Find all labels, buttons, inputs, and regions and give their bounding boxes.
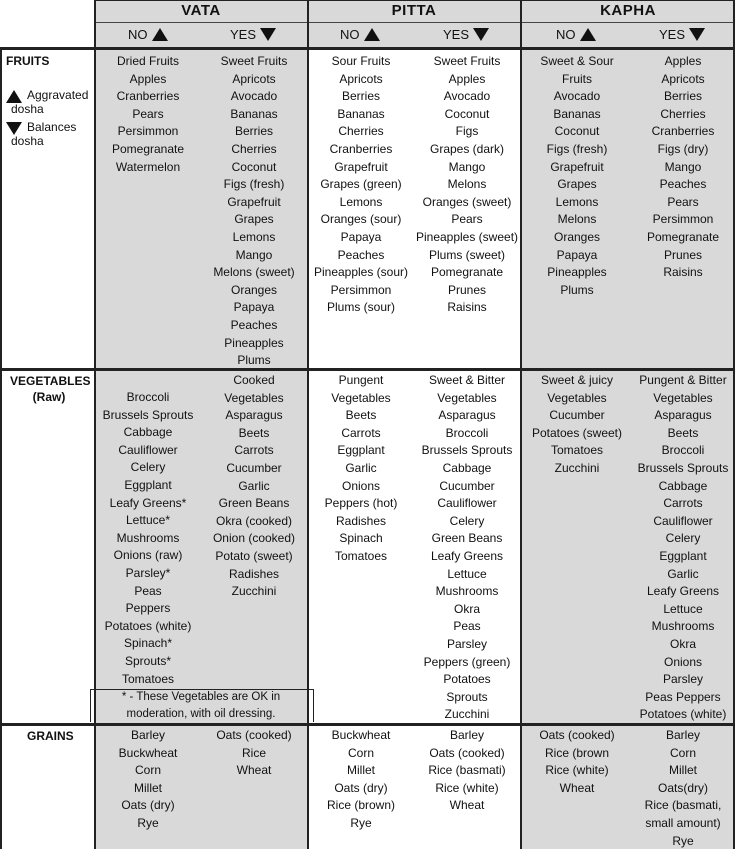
food-item: Mango bbox=[235, 247, 273, 262]
grains-kapha-yes bbox=[633, 727, 733, 850]
food-item: Cherries bbox=[660, 106, 706, 121]
food-item: Coconut bbox=[444, 106, 490, 121]
food-item: Sweet Fruits bbox=[433, 54, 501, 68]
food-item: Bananas bbox=[230, 106, 278, 121]
food-item: Lemons bbox=[555, 194, 599, 209]
fruits-category-label: FRUITS bbox=[6, 54, 50, 68]
food-item: Eggplant bbox=[337, 443, 385, 458]
no-label: NO bbox=[128, 27, 148, 42]
grains-category-label: GRAINS bbox=[27, 729, 74, 743]
food-item: Cooked bbox=[233, 373, 275, 387]
food-item: Oats(dry) bbox=[657, 780, 708, 795]
food-item: Fruits bbox=[562, 71, 592, 86]
food-item: Barley bbox=[449, 728, 484, 742]
food-item: Lettuce bbox=[447, 566, 487, 581]
legend-aggravated-line2: dosha bbox=[11, 102, 44, 116]
food-item: Lemons bbox=[232, 229, 276, 244]
food-item: Okra bbox=[669, 636, 696, 651]
food-item: Sprouts* bbox=[124, 653, 172, 668]
food-item: Beets bbox=[238, 425, 270, 440]
food-item: Grapes bbox=[557, 177, 597, 192]
grains-kapha-no bbox=[521, 727, 633, 797]
food-item: Watermelon bbox=[115, 159, 181, 174]
food-item: Rice (basmati, bbox=[644, 798, 722, 813]
food-item: Corn bbox=[347, 745, 374, 760]
food-item: Leafy Greens bbox=[430, 548, 504, 563]
food-item: Persimmon bbox=[330, 282, 392, 297]
food-item: Onion (cooked) bbox=[212, 531, 296, 546]
vata-no-header bbox=[128, 27, 168, 42]
vata-header: VATA bbox=[181, 2, 221, 19]
food-item: Lemons bbox=[339, 194, 383, 209]
food-item: Cabbage bbox=[123, 425, 173, 440]
food-item: Millet bbox=[668, 763, 697, 778]
food-item: Potatoes (sweet) bbox=[531, 425, 623, 440]
vegetables-label-line1: VEGETABLES bbox=[10, 374, 91, 388]
food-item: Melons (sweet) bbox=[213, 265, 295, 280]
food-item: Bananas bbox=[337, 106, 385, 121]
legend-balances-line2: dosha bbox=[11, 134, 44, 148]
no-label: NO bbox=[340, 27, 360, 42]
food-item: Avocado bbox=[553, 89, 601, 104]
food-item: Pineapples bbox=[224, 335, 284, 350]
food-item: Apricots bbox=[661, 71, 705, 86]
food-item: Oats (cooked) bbox=[216, 728, 292, 742]
food-item: Okra bbox=[453, 601, 480, 616]
food-item: Oats (dry) bbox=[121, 798, 175, 813]
yes-label: YES bbox=[659, 27, 686, 42]
food-item: Potatoes (white) bbox=[104, 618, 192, 633]
food-item: Raisins bbox=[447, 300, 487, 315]
food-item: Peas Peppers bbox=[645, 689, 721, 704]
food-item: Asparagus bbox=[654, 408, 712, 423]
balances-triangle-icon bbox=[689, 28, 705, 41]
food-item: Brussels Sprouts bbox=[102, 407, 194, 422]
food-item: Leafy Greens bbox=[646, 584, 720, 599]
food-item: Apricots bbox=[339, 71, 383, 86]
food-item: Vegetables bbox=[224, 390, 284, 405]
food-item: Apricots bbox=[232, 71, 276, 86]
food-item: Brussels Sprouts bbox=[637, 460, 729, 475]
food-item: Bananas bbox=[553, 106, 601, 121]
vegetables-vata-yes bbox=[201, 372, 307, 601]
food-item: Coconut bbox=[231, 159, 277, 174]
food-item: Millet bbox=[346, 763, 375, 778]
food-item: Rice (basmati) bbox=[428, 763, 506, 778]
food-item: Grapefruit bbox=[550, 159, 604, 174]
food-item: Vegetables bbox=[653, 390, 713, 405]
grains-vata-no bbox=[95, 727, 201, 833]
fruits-vata-yes bbox=[201, 53, 307, 370]
food-item: Grapefruit bbox=[334, 159, 388, 174]
food-item: Mango bbox=[664, 159, 702, 174]
vegetables-vata-no bbox=[95, 389, 201, 688]
food-item: Lettuce bbox=[663, 601, 703, 616]
food-item: Papaya bbox=[556, 247, 598, 262]
food-item: Parsley bbox=[662, 672, 703, 687]
yes-label: YES bbox=[443, 27, 470, 42]
food-item: Tomatoes bbox=[550, 443, 604, 458]
food-item: Cherries bbox=[231, 141, 277, 156]
food-item: Grapes bbox=[234, 212, 274, 227]
food-item: Berries bbox=[341, 89, 380, 104]
aggravates-triangle-icon bbox=[152, 28, 168, 41]
legend-balances bbox=[6, 120, 88, 148]
food-item: Mushrooms bbox=[435, 584, 499, 599]
food-item: Vegetables bbox=[547, 390, 607, 405]
food-item: Sprouts bbox=[446, 689, 488, 704]
food-item: Asparagus bbox=[438, 408, 496, 423]
food-item: Prunes bbox=[447, 282, 487, 297]
food-item: Pears bbox=[451, 212, 483, 227]
food-item: Zucchini bbox=[554, 460, 600, 475]
food-item: Onions bbox=[663, 654, 703, 669]
food-item: Potato (sweet) bbox=[215, 548, 293, 563]
yes-label: YES bbox=[230, 27, 257, 42]
food-item: Tomatoes bbox=[334, 548, 388, 563]
food-item: Rye bbox=[137, 815, 159, 830]
food-item: Corn bbox=[134, 763, 161, 778]
food-item: Rice (brown bbox=[544, 745, 610, 760]
food-item: Wheat bbox=[449, 798, 485, 813]
food-item: Peas bbox=[134, 583, 162, 598]
food-item: Rice (brown) bbox=[326, 798, 395, 813]
vegetable-note-line1: * - These Vegetables are OK in bbox=[121, 691, 281, 703]
food-item: Rice bbox=[241, 745, 266, 760]
food-item: Figs bbox=[455, 124, 479, 139]
food-item: Melons bbox=[557, 212, 597, 227]
food-item: Cherries bbox=[338, 124, 384, 139]
food-item: Barley bbox=[130, 728, 165, 742]
food-item: Carrots bbox=[663, 496, 703, 511]
food-item: Barley bbox=[665, 728, 700, 742]
food-item: Rye bbox=[350, 815, 372, 830]
vegetables-category-label bbox=[10, 374, 91, 404]
food-item: Cucumber bbox=[549, 408, 605, 423]
food-item: Celery bbox=[665, 531, 701, 546]
food-item: Pears bbox=[132, 106, 164, 121]
food-item: Garlic bbox=[238, 478, 270, 493]
legend-balances-line1: Balances bbox=[27, 120, 77, 134]
food-item: Pears bbox=[667, 194, 699, 209]
food-item: Peaches bbox=[659, 177, 707, 192]
food-item: Radishes bbox=[228, 566, 280, 581]
food-item: Pomegranate bbox=[430, 265, 504, 280]
food-item: Onions bbox=[341, 478, 381, 493]
food-item: Cauliflower bbox=[653, 513, 713, 528]
food-item: Berries bbox=[234, 124, 273, 139]
fruits-pitta-yes bbox=[414, 53, 520, 317]
food-item: Papaya bbox=[340, 229, 382, 244]
food-item: Okra (cooked) bbox=[215, 513, 293, 528]
food-item: Coconut bbox=[554, 124, 600, 139]
food-item: Cabbage bbox=[442, 460, 492, 475]
kapha-header: KAPHA bbox=[600, 2, 656, 19]
food-item: Pomegranate bbox=[646, 229, 720, 244]
kapha-no-header bbox=[556, 27, 596, 42]
food-item: Celery bbox=[130, 460, 166, 475]
vegetables-pitta-no bbox=[308, 372, 414, 566]
balances-triangle-icon bbox=[260, 28, 276, 41]
fruits-kapha-no bbox=[521, 53, 633, 299]
food-item: Avocado bbox=[230, 89, 278, 104]
food-item: Oranges bbox=[553, 229, 601, 244]
food-item: Pungent & Bitter bbox=[639, 373, 727, 387]
food-item: Mushrooms bbox=[116, 530, 180, 545]
food-item: Cranberries bbox=[116, 89, 180, 104]
vegetable-note-line2: moderation, with oil dressing. bbox=[126, 708, 276, 720]
vegetables-bottom-line bbox=[0, 723, 735, 726]
food-item: Garlic bbox=[345, 460, 377, 475]
left-border bbox=[0, 47, 2, 849]
food-item: Peaches bbox=[230, 317, 278, 332]
food-item: Parsley* bbox=[125, 565, 171, 580]
food-item: Melons bbox=[447, 177, 487, 192]
vegetables-kapha-no bbox=[521, 372, 633, 478]
food-item: Oranges (sweet) bbox=[422, 194, 512, 209]
food-item: Green Beans bbox=[431, 531, 503, 546]
food-item: Potatoes (white) bbox=[639, 707, 727, 722]
food-item: Rice (white) bbox=[545, 763, 609, 778]
food-item: Green Beans bbox=[218, 496, 290, 511]
food-item: Cucumber bbox=[439, 478, 495, 493]
food-item: Rye bbox=[672, 833, 694, 848]
pitta-header: PITTA bbox=[391, 2, 437, 19]
fruits-kapha-yes bbox=[633, 53, 733, 282]
food-item: Cabbage bbox=[658, 478, 708, 493]
fruits-vata-no bbox=[95, 53, 201, 176]
fruits-pitta-no bbox=[308, 53, 414, 317]
food-item: Grapefruit bbox=[227, 194, 281, 209]
food-item: Pineapples (sour) bbox=[313, 265, 409, 280]
food-item: Cranberries bbox=[329, 141, 393, 156]
food-item: Pomegranate bbox=[111, 141, 185, 156]
food-item: Dried Fruits bbox=[116, 54, 179, 68]
food-item: Lettuce* bbox=[125, 513, 171, 528]
food-item: Brussels Sprouts bbox=[421, 443, 513, 458]
legend bbox=[6, 88, 88, 148]
food-item: Sour Fruits bbox=[331, 54, 391, 68]
food-item: Leafy Greens* bbox=[109, 495, 187, 510]
food-item: Eggplant bbox=[124, 477, 172, 492]
food-item: Pineapples bbox=[547, 265, 607, 280]
food-item: Radishes bbox=[335, 513, 387, 528]
legend-aggravated-line1: Aggravated bbox=[27, 88, 89, 102]
food-item: Plums bbox=[560, 282, 594, 297]
food-item: Vegetables bbox=[437, 390, 497, 405]
vegetables-label-line2: (Raw) bbox=[32, 390, 66, 404]
food-item: Mushrooms bbox=[651, 619, 715, 634]
food-item: Buckwheat bbox=[118, 745, 178, 760]
food-item: Broccoli bbox=[445, 425, 489, 440]
vegetables-kapha-yes bbox=[633, 372, 733, 724]
pitta-no-header bbox=[340, 27, 380, 42]
food-item: Broccoli bbox=[126, 390, 170, 404]
food-item: Prunes bbox=[663, 247, 703, 262]
food-item: Asparagus bbox=[225, 408, 283, 423]
food-item: Wheat bbox=[559, 780, 595, 795]
food-item: Berries bbox=[663, 89, 702, 104]
food-item: Persimmon bbox=[652, 212, 714, 227]
food-item: Oranges (sour) bbox=[320, 212, 402, 227]
food-item: Spinach* bbox=[123, 636, 173, 651]
food-item: Peas bbox=[453, 619, 481, 634]
food-item: Buckwheat bbox=[331, 728, 391, 742]
food-item: Figs (fresh) bbox=[223, 177, 285, 192]
food-item: Persimmon bbox=[117, 124, 179, 139]
food-item: Oranges bbox=[230, 282, 278, 297]
header-divider bbox=[95, 22, 735, 23]
food-item: Sweet Fruits bbox=[220, 54, 288, 68]
vata-yes-header bbox=[230, 27, 276, 42]
food-item: Mango bbox=[448, 159, 486, 174]
food-item: Zucchini bbox=[444, 707, 490, 722]
food-item: Figs (fresh) bbox=[546, 141, 608, 156]
food-item: Cranberries bbox=[651, 124, 715, 139]
food-item: Beets bbox=[345, 408, 377, 423]
food-item: Rice (white) bbox=[435, 780, 499, 795]
no-label: NO bbox=[556, 27, 576, 42]
food-item: Oats (cooked) bbox=[539, 728, 615, 742]
food-item: Sweet & juicy bbox=[540, 373, 614, 387]
balances-triangle-icon bbox=[473, 28, 489, 41]
food-item: Parsley bbox=[446, 636, 487, 651]
food-item: Zucchini bbox=[231, 584, 277, 599]
food-item: Peaches bbox=[337, 247, 385, 262]
food-item: Apples bbox=[664, 54, 702, 68]
food-item: Onions (raw) bbox=[113, 548, 183, 563]
top-border bbox=[95, 0, 735, 1]
kapha-yes-header bbox=[659, 27, 705, 42]
aggravates-triangle-icon bbox=[580, 28, 596, 41]
vegetable-note bbox=[90, 689, 312, 723]
vegetables-pitta-yes bbox=[414, 372, 520, 724]
food-item: Spinach bbox=[339, 531, 383, 546]
food-item: Apples bbox=[129, 71, 167, 86]
food-item: Carrots bbox=[341, 425, 381, 440]
food-item: Avocado bbox=[443, 89, 491, 104]
grains-pitta-no bbox=[308, 727, 414, 833]
food-item: Grapes (dark) bbox=[429, 141, 505, 156]
food-item: Sweet & Sour bbox=[540, 54, 614, 68]
food-item: Corn bbox=[669, 745, 696, 760]
food-item: Peppers (green) bbox=[423, 654, 511, 669]
food-item: Pineapples (sweet) bbox=[415, 229, 519, 244]
food-item: Peppers bbox=[125, 601, 171, 616]
food-item: small amount) bbox=[645, 815, 721, 830]
food-item: Raisins bbox=[663, 265, 703, 280]
legend-aggravated bbox=[6, 88, 88, 116]
grains-vata-yes bbox=[201, 727, 307, 780]
food-item: Plums (sweet) bbox=[428, 247, 505, 262]
food-item: Papaya bbox=[233, 300, 275, 315]
food-item: Wheat bbox=[236, 763, 272, 778]
food-item: Eggplant bbox=[659, 548, 707, 563]
fruits-bottom-line bbox=[0, 368, 735, 371]
food-item: Plums (sour) bbox=[326, 300, 395, 315]
food-item: Potatoes bbox=[443, 672, 491, 687]
food-item: Oats (dry) bbox=[334, 780, 388, 795]
food-item: Celery bbox=[449, 513, 485, 528]
food-item: Cucumber bbox=[226, 460, 282, 475]
food-item: Apples bbox=[448, 71, 486, 86]
food-item: Carrots bbox=[234, 443, 274, 458]
food-item: Sweet & Bitter bbox=[428, 373, 506, 387]
food-item: Vegetables bbox=[331, 390, 391, 405]
food-item: Cauliflower bbox=[437, 496, 497, 511]
grains-pitta-yes bbox=[414, 727, 520, 815]
food-item: Millet bbox=[133, 780, 162, 795]
header-bottom-line bbox=[0, 47, 735, 50]
food-item: Grapes (green) bbox=[320, 177, 402, 192]
food-item: Broccoli bbox=[661, 443, 705, 458]
pitta-yes-header bbox=[443, 27, 489, 42]
food-item: Oats (cooked) bbox=[429, 745, 505, 760]
food-item: Cauliflower bbox=[118, 442, 178, 457]
food-item: Peppers (hot) bbox=[324, 496, 398, 511]
food-item: Tomatoes bbox=[121, 671, 175, 686]
food-item: Beets bbox=[667, 425, 699, 440]
food-item: Garlic bbox=[667, 566, 699, 581]
food-item: Plums bbox=[237, 353, 271, 368]
aggravates-triangle-icon bbox=[364, 28, 380, 41]
food-item: Figs (dry) bbox=[657, 141, 709, 156]
food-item: Pungent bbox=[338, 373, 384, 387]
